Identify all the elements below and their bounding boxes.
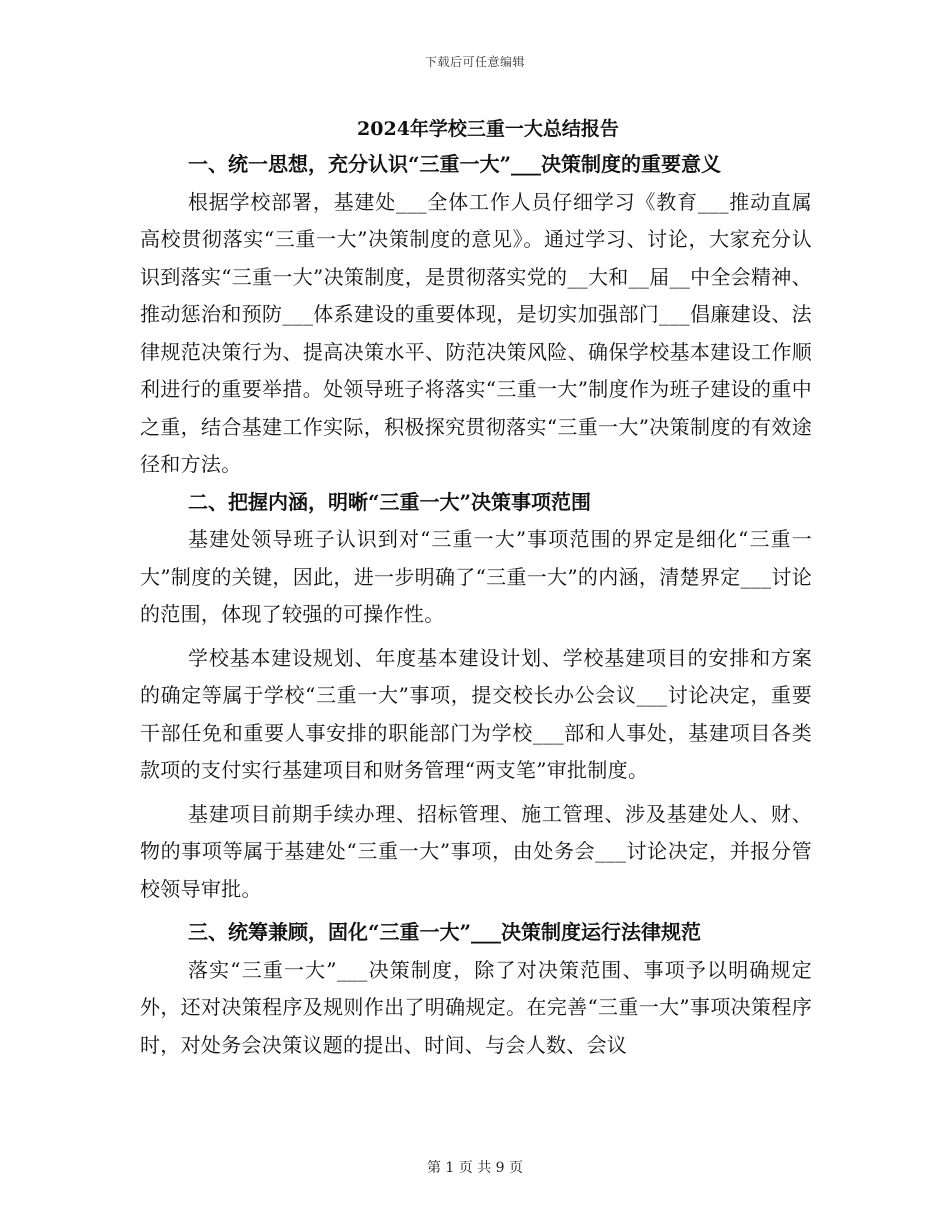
section-heading-1: 一、统一思想，充分认识“三重一大”___决策制度的重要意义 <box>188 152 722 176</box>
section-heading-3: 三、统筹兼顾，固化“三重一大”___决策制度运行法律规范 <box>188 920 702 944</box>
document-title: 2024年学校三重一大总结报告 <box>357 118 619 140</box>
page-number: 第 1 页 共 9 页 <box>426 1160 524 1176</box>
section-1-paragraph-1: 根据学校部署，基建处___全体工作人员仔细学习《教育___推动直属高校贯彻落实“三重一大”决策制度的意见》。通过学习、讨论，大家充分认识到落实“三重一大”决策制度，是贯彻落实党的__大和__届__中全会精神、推动惩治和预防___体系建设的重要体现，是切实加强部门___倡廉建设、法律规范决策行为、提高决策水平、防范决策风险、确保学校基本建设工作顺利进行的重要举措。处领导班子将落实“三重一大”制度作为班子建设的重中之重，结合基建工作实际，积极探究贯彻落实“三重一大”决策制度的有效途径和方法。 <box>140 189 812 476</box>
page-header-note: 下载后可任意编辑 <box>424 55 525 69</box>
section-2-paragraph-3: 基建项目前期手续办理、招标管理、施工管理、涉及基建处人、财、物的事项等属于基建处“三重一大”事项，由处务会___讨论决定，并报分管校领导审批。 <box>140 801 812 901</box>
section-3-paragraph-1: 落实“三重一大”___决策制度，除了对决策范围、事项予以明确规定外，还对决策程序及规则作出了明确规定。在完善“三重一大”事项决策程序时，对处务会决策议题的提出、时间、与会人数、会议 <box>140 957 812 1057</box>
document-body <box>140 112 812 1064</box>
section-2-paragraph-2: 学校基本建设规划、年度基本建设计划、学校基建项目的安排和方案的确定等属于学校“三重一大”事项，提交校长办公会议___讨论决定，重要干部任免和重要人事安排的职能部门为学校___部和人事处，基建项目各类款项的支付实行基建项目和财务管理“两支笔”审批制度。 <box>140 645 812 782</box>
section-2-paragraph-1: 基建处领导班子认识到对“三重一大”事项范围的界定是细化“三重一大”制度的关键，因此，进一步明确了“三重一大”的内涵，清楚界定___讨论的范围，体现了较强的可操作性。 <box>140 527 812 626</box>
section-heading-2: 二、把握内涵，明晰“三重一大”决策事项范围 <box>188 489 592 514</box>
